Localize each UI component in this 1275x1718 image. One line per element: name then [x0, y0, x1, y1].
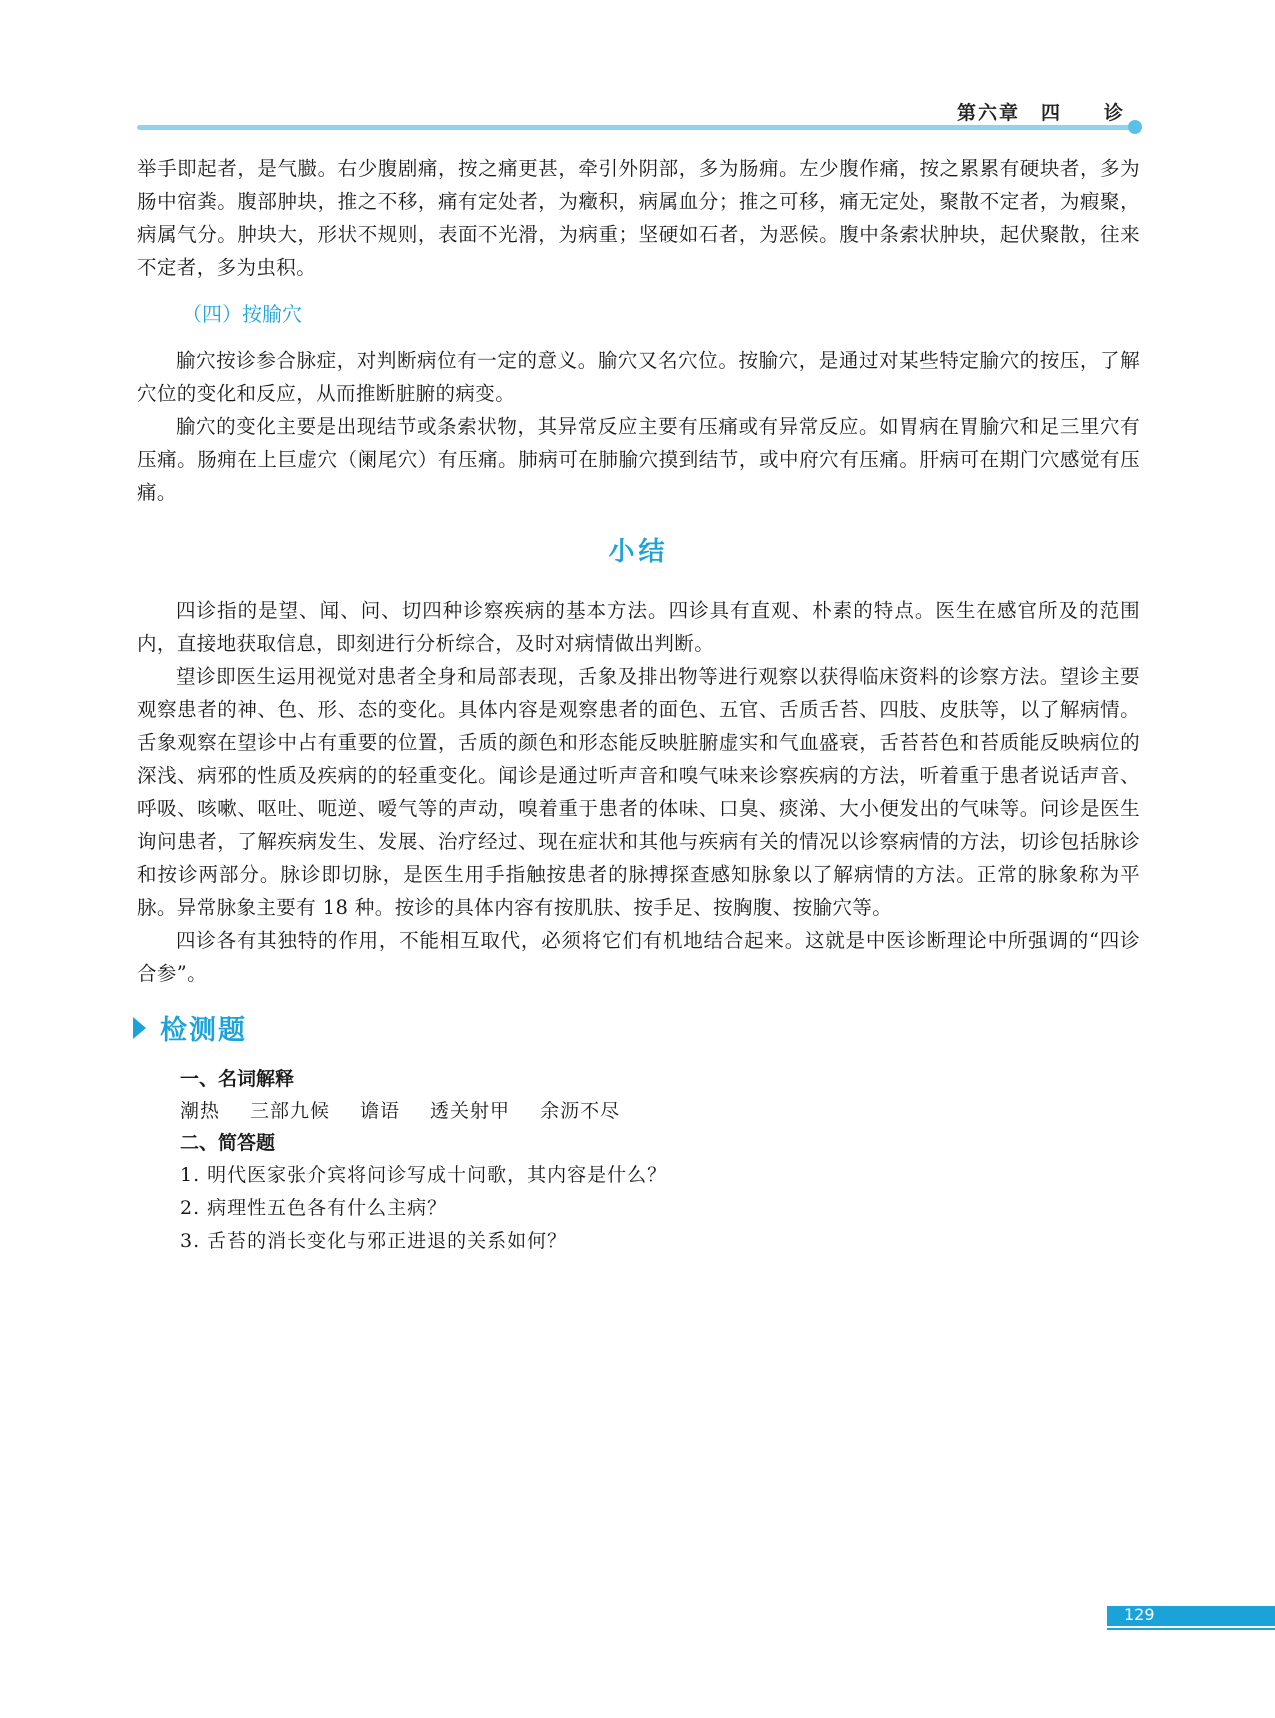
short-answer-heading: 二、简答题: [180, 1132, 276, 1154]
summary-paragraph: 四诊各有其独特的作用，不能相互取代，必须将它们有机地结合起来。这就是中医诊断理论中所强调的“四诊合参”。: [137, 929, 1140, 985]
term-list: [180, 1095, 1140, 1127]
exercise-list: [180, 1063, 1140, 1258]
term-item: 透关射甲: [430, 1100, 511, 1122]
triangle-right-icon: [133, 1017, 146, 1039]
question-item: 1. 明代医家张介宾将问诊写成十问歌，其内容是什么？: [180, 1164, 668, 1186]
summary-paragraph: 四诊指的是望、闻、问、切四种诊察疾病的基本方法。四诊具有直观、朴素的特点。医生在感官所及的范围内，直接地获取信息，即刻进行分析综合，及时对病情做出判断。: [137, 599, 1140, 655]
term-item: 潮热: [180, 1100, 221, 1122]
paragraph-continued: 举手即起者，是气臌。右少腹剧痛，按之痛更甚，牵引外阴部，多为肠痈。左少腹作痛，按之累累有硬块者，多为肠中宿粪。腹部肿块，推之不移，痛有定处者，为癥积，病属血分；推之可移，痛无定处，聚散不定者，为瘕聚，病属气分。肿块大，形状不规则，表面不光滑，为病重；坚硬如石者，为恶候。腹中条索状肿块，起伏聚散，往来不定者，多为虫积。: [137, 157, 1140, 279]
question-item: 3. 舌苔的消长变化与邪正进退的关系如何？: [180, 1230, 568, 1252]
summary-title: 小结: [608, 537, 669, 567]
paragraph: 腧穴按诊参合脉症，对判断病位有一定的意义。腧穴又名穴位。按腧穴，是通过对某些特定腧穴的按压，了解穴位的变化和反应，从而推断脏腑的病变。: [137, 349, 1140, 405]
header-rule: [137, 125, 1133, 130]
term-item: 三部九候: [250, 1100, 331, 1122]
page-number-underline: [1107, 1628, 1275, 1630]
paragraph: 腧穴的变化主要是出现结节或条索状物，其异常反应主要有压痛或有异常反应。如胃病在胃腧穴和足三里穴有压痛。肠痈在上巨虚穴（阑尾穴）有压痛。肺病可在肺腧穴摸到结节，或中府穴有压痛。肝病可在期门穴感觉有压痛。: [137, 415, 1140, 504]
header-dot-icon: [1128, 120, 1142, 134]
exercise-section-title: [133, 1008, 1140, 1047]
term-explanation-heading: 一、名词解释: [180, 1068, 295, 1090]
term-item: 谵语: [360, 1100, 401, 1122]
summary-paragraph: 望诊即医生运用视觉对患者全身和局部表现，舌象及排出物等进行观察以获得临床资料的诊察方法。望诊主要观察患者的神、色、形、态的变化。具体内容是观察患者的面色、五官、舌质舌苔、四肢、皮肤等，以了解病情。舌象观察在望诊中占有重要的位置，舌质的颜色和形态能反映脏腑虚实和气血盛衰，舌苔苔色和苔质能反映病位的深浅、病邪的性质及疾病的的轻重变化。闻诊是通过听声音和嗅气味来诊察疾病的方法，听着重于患者说话声音、呼吸、咳嗽、呕吐、呃逆、嗳气等的声动，嗅着重于患者的体味、口臭、痰涕、大小便发出的气味等。问诊是医生询问患者，了解疾病发生、发展、治疗经过、现在症状和其他与疾病有关的情况以诊察病情的方法，切诊包括脉诊和按诊两部分。脉诊即切脉，是医生用手指触按患者的脉搏探查感知脉象以了解病情的方法。正常的脉象称为平脉。异常脉象主要有 18 种。按诊的具体内容有按肌肤、按手足、按胸腹、按腧穴等。: [137, 665, 1140, 919]
running-header: [0, 92, 1275, 132]
exercise-title: 检测题: [160, 1015, 247, 1046]
section-heading-acupoint: （四）按腧穴: [182, 302, 302, 326]
page-number: 129: [1124, 1605, 1155, 1624]
question-item: 2. 病理性五色各有什么主病？: [180, 1197, 448, 1219]
chapter-title: 第六章 四 诊: [956, 102, 1125, 124]
page-content: [137, 152, 1140, 1258]
term-item: 余沥不尽: [540, 1100, 621, 1122]
